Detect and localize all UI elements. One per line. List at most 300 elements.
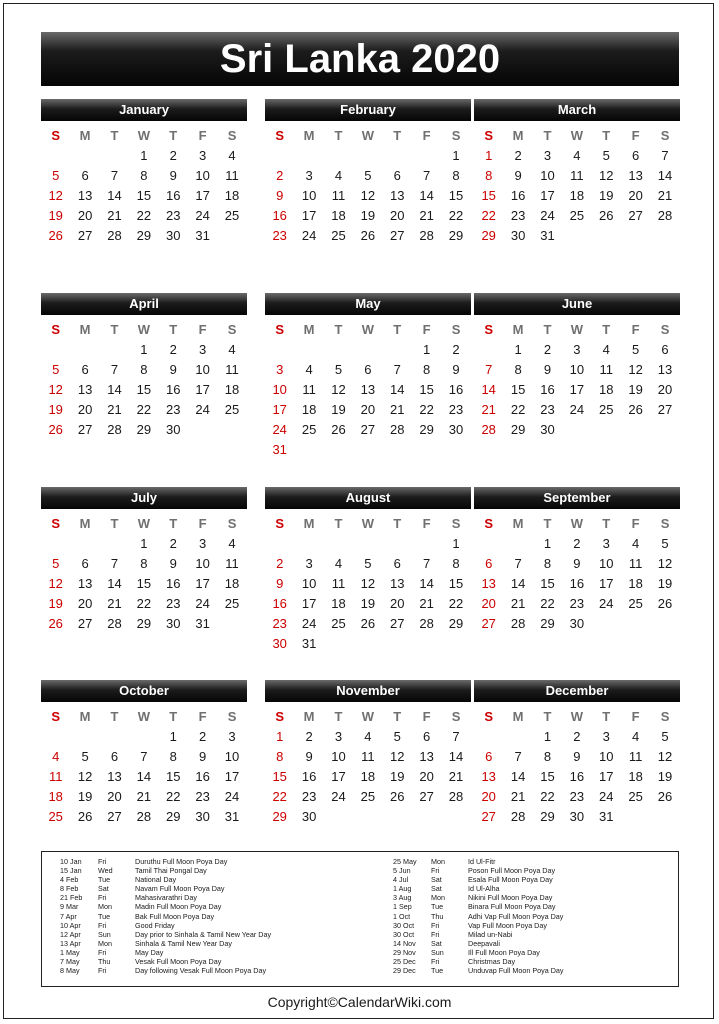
day-cell: 19 (360, 596, 376, 611)
weekday-label: S (275, 128, 285, 143)
empty-day-cell (324, 534, 353, 554)
holiday-column-right (393, 857, 668, 975)
day-cell: 13 (481, 769, 496, 784)
month-august (265, 487, 471, 667)
holiday-row (60, 893, 335, 902)
day-cell: 13 (657, 362, 673, 377)
empty-day-cell (294, 146, 323, 166)
day-cell: 3 (228, 729, 236, 744)
day-cell: 6 (485, 556, 493, 571)
empty-day-cell (324, 440, 353, 460)
empty-day-cell (265, 340, 294, 360)
day-cell: 22 (136, 402, 152, 417)
day-cell: 9 (452, 362, 460, 377)
day-cell: 27 (77, 422, 93, 437)
empty-day-cell (100, 146, 129, 166)
holiday-date: 1 May (60, 947, 80, 957)
holiday-name: Ill Full Moon Poya Day (468, 947, 540, 957)
weekday-label: T (602, 128, 611, 143)
holiday-row (393, 912, 668, 921)
day-cell: 14 (107, 576, 122, 591)
day-cell: 11 (361, 749, 375, 764)
weekday-label: F (198, 709, 207, 724)
day-cell: 29 (448, 616, 464, 631)
weekday-header-row (474, 707, 680, 727)
empty-day-cell (592, 614, 621, 634)
day-cell: 27 (107, 809, 122, 824)
empty-day-cell (294, 534, 323, 554)
day-cell: 15 (272, 769, 287, 784)
day-cell: 3 (602, 729, 610, 744)
holiday-name: Binara Full Moon Poya Day (468, 902, 556, 912)
day-cell: 18 (569, 188, 585, 203)
day-cell: 2 (169, 536, 177, 551)
holiday-weekday: Sat (431, 884, 442, 894)
holiday-name: Poson Full Moon Poya Day (468, 866, 556, 876)
holiday-date: 14 Nov (393, 938, 416, 948)
weekday-label: F (198, 128, 207, 143)
week-row (41, 226, 247, 246)
day-cell: 24 (272, 422, 287, 437)
day-cell: 11 (331, 188, 346, 203)
week-row (41, 807, 247, 827)
day-cell: 26 (657, 596, 673, 611)
month-july (41, 487, 247, 667)
day-cell: 14 (510, 576, 526, 591)
day-cell: 17 (195, 576, 210, 591)
day-cell: 7 (423, 556, 431, 571)
holiday-weekday: Fri (98, 893, 107, 903)
weekday-label: T (393, 709, 402, 724)
week-row (474, 360, 680, 380)
day-cell: 24 (301, 228, 317, 243)
week-row (41, 186, 247, 206)
weekday-label: S (51, 709, 61, 724)
holiday-weekday: Fri (431, 929, 440, 939)
day-cell: 16 (301, 769, 317, 784)
day-cell: 11 (225, 556, 239, 571)
day-cell: 15 (481, 188, 496, 203)
day-cell: 19 (331, 402, 346, 417)
day-cell: 11 (570, 168, 584, 183)
holiday-row (60, 857, 335, 866)
day-cell: 10 (301, 188, 317, 203)
empty-day-cell (294, 440, 323, 460)
day-cell: 15 (419, 382, 434, 397)
day-cell: 7 (110, 556, 119, 571)
day-cell: 24 (195, 596, 210, 611)
holiday-date: 4 Jul (393, 875, 409, 885)
weekday-label: F (631, 322, 640, 337)
day-cell: 17 (301, 208, 317, 223)
month-december (474, 680, 680, 860)
day-cell: 6 (393, 168, 401, 183)
holiday-weekday: Thu (98, 957, 111, 967)
day-cell: 20 (481, 789, 496, 804)
day-cell: 28 (390, 422, 405, 437)
week-row (474, 767, 680, 787)
holiday-row (393, 948, 668, 957)
day-cell: 23 (569, 789, 585, 804)
holiday-date: 12 Apr (60, 929, 81, 939)
day-cell: 30 (272, 636, 287, 651)
day-cell: 20 (419, 769, 434, 784)
weekday-label: S (660, 709, 670, 724)
day-cell: 29 (166, 809, 181, 824)
holiday-date: 8 Feb (60, 884, 79, 894)
day-cell: 26 (628, 402, 643, 417)
day-cell: 1 (140, 148, 148, 163)
day-cell: 22 (136, 208, 152, 223)
holiday-weekday: Tue (98, 911, 111, 921)
day-cell: 22 (272, 789, 287, 804)
empty-day-cell (294, 340, 323, 360)
holiday-weekday: Thu (431, 911, 444, 921)
holiday-date: 29 Dec (393, 966, 416, 976)
weekday-header-row (41, 320, 247, 340)
day-cell: 8 (514, 362, 522, 377)
day-cell: 19 (390, 769, 405, 784)
holiday-row (60, 939, 335, 948)
holiday-name: Madin Full Moon Poya Day (135, 902, 222, 912)
holiday-row (60, 957, 335, 966)
day-cell: 3 (334, 729, 343, 744)
weekday-label: W (361, 322, 374, 337)
month-grid (474, 514, 680, 634)
day-cell: 23 (540, 402, 555, 417)
day-cell: 9 (169, 168, 177, 183)
holiday-date: 3 Aug (393, 893, 412, 903)
holiday-date: 25 May (393, 857, 417, 866)
day-cell: 13 (419, 749, 434, 764)
day-cell: 6 (110, 749, 119, 764)
holiday-weekday: Mon (431, 893, 445, 903)
day-cell: 23 (448, 402, 464, 417)
week-row (265, 634, 471, 654)
weekday-label: S (227, 128, 237, 143)
holiday-name: National Day (135, 875, 177, 885)
calendar-title: Sri Lanka 2020 (41, 32, 679, 86)
day-cell: 29 (510, 422, 526, 437)
day-cell: 5 (52, 556, 60, 571)
day-cell: 18 (628, 576, 643, 591)
day-cell: 2 (573, 536, 581, 551)
day-cell: 27 (481, 809, 496, 824)
week-row (265, 807, 471, 827)
holiday-date: 1 Oct (393, 911, 411, 921)
empty-day-cell (129, 727, 158, 747)
holiday-row (393, 921, 668, 930)
holiday-date: 10 Jan (60, 857, 82, 866)
day-cell: 14 (510, 769, 526, 784)
holiday-name: Esala Full Moon Poya Day (468, 875, 553, 885)
weekday-label: S (227, 709, 237, 724)
empty-day-cell (412, 440, 441, 460)
holiday-weekday: Fri (98, 947, 107, 957)
week-row (474, 554, 680, 574)
week-row (474, 340, 680, 360)
weekday-label: W (570, 709, 583, 724)
month-header: April (41, 293, 247, 315)
month-header: August (265, 487, 471, 509)
empty-day-cell (100, 727, 129, 747)
day-cell: 14 (419, 576, 434, 591)
holiday-weekday: Wed (98, 866, 113, 876)
day-cell: 10 (224, 749, 240, 764)
day-cell: 7 (661, 148, 669, 163)
day-cell: 9 (573, 749, 581, 764)
holiday-weekday: Sat (431, 875, 442, 885)
day-cell: 15 (540, 576, 555, 591)
holiday-name: Mahasivarathri Day (135, 893, 197, 903)
day-cell: 26 (48, 616, 63, 631)
holiday-date: 7 May (60, 957, 80, 967)
week-row (474, 226, 680, 246)
day-cell: 2 (543, 342, 552, 357)
week-row (474, 166, 680, 186)
day-cell: 10 (540, 168, 555, 183)
holiday-row (60, 912, 335, 921)
day-cell: 5 (364, 556, 372, 571)
week-row (41, 747, 247, 767)
day-cell: 11 (331, 576, 346, 591)
month-september (474, 487, 680, 667)
day-cell: 4 (334, 556, 343, 571)
holiday-weekday: Tue (98, 875, 111, 885)
weekday-label: T (543, 709, 552, 724)
day-cell: 7 (452, 729, 460, 744)
day-cell: 30 (301, 809, 317, 824)
weekday-label: T (169, 516, 178, 531)
day-cell: 1 (452, 536, 460, 551)
day-cell: 4 (228, 342, 236, 357)
week-row (265, 146, 471, 166)
empty-day-cell (217, 420, 246, 440)
day-cell: 10 (331, 749, 346, 764)
week-row (265, 420, 471, 440)
day-cell: 15 (166, 769, 181, 784)
week-row (265, 574, 471, 594)
day-cell: 25 (331, 616, 346, 631)
week-row (41, 400, 247, 420)
weekday-label: W (137, 516, 150, 531)
day-cell: 7 (514, 556, 522, 571)
day-cell: 6 (632, 148, 640, 163)
day-cell: 19 (657, 576, 673, 591)
holiday-date: 1 Sep (393, 902, 412, 912)
holiday-weekday: Mon (98, 938, 112, 948)
holiday-row (393, 902, 668, 911)
empty-day-cell (650, 614, 679, 634)
holiday-date: 25 Dec (393, 957, 416, 967)
day-cell: 20 (77, 208, 93, 223)
day-cell: 7 (110, 168, 119, 183)
day-cell: 27 (390, 616, 405, 631)
holiday-row (393, 939, 668, 948)
day-cell: 3 (305, 168, 313, 183)
day-cell: 6 (364, 362, 372, 377)
empty-day-cell (474, 340, 503, 360)
day-cell: 19 (48, 402, 63, 417)
day-cell: 26 (331, 422, 346, 437)
day-cell: 12 (48, 188, 63, 203)
empty-day-cell (650, 420, 679, 440)
weekday-label: T (334, 516, 343, 531)
day-cell: 6 (81, 168, 89, 183)
day-cell: 31 (301, 636, 317, 651)
day-cell: 24 (301, 616, 317, 631)
month-grid (474, 320, 680, 440)
day-cell: 31 (195, 228, 210, 243)
day-cell: 31 (195, 616, 210, 631)
day-cell: 30 (569, 809, 585, 824)
weekday-label: S (660, 516, 670, 531)
empty-day-cell (70, 534, 99, 554)
week-row (41, 206, 247, 226)
weekday-label: F (422, 322, 431, 337)
day-cell: 16 (569, 576, 585, 591)
day-cell: 31 (224, 809, 240, 824)
day-cell: 18 (224, 188, 240, 203)
weekday-label: M (512, 322, 524, 337)
day-cell: 21 (481, 402, 496, 417)
holiday-name: Bak Full Moon Poya Day (135, 911, 215, 921)
month-header: December (474, 680, 680, 702)
day-cell: 8 (423, 362, 431, 377)
day-cell: 16 (195, 769, 210, 784)
day-cell: 9 (305, 749, 313, 764)
day-cell: 11 (48, 769, 63, 784)
weekday-label: F (631, 128, 640, 143)
holiday-name: Adhi Vap Full Moon Poya Day (468, 911, 564, 921)
empty-day-cell (70, 727, 99, 747)
week-row (41, 614, 247, 634)
weekday-label: T (110, 709, 119, 724)
holiday-weekday: Fri (431, 920, 440, 930)
day-cell: 22 (448, 208, 464, 223)
day-cell: 21 (657, 188, 673, 203)
empty-day-cell (217, 614, 246, 634)
day-cell: 8 (140, 362, 148, 377)
weekday-label: M (303, 709, 315, 724)
day-cell: 12 (390, 749, 405, 764)
week-row (265, 360, 471, 380)
day-cell: 22 (510, 402, 526, 417)
empty-day-cell (41, 727, 70, 747)
empty-day-cell (592, 420, 621, 440)
empty-day-cell (383, 634, 412, 654)
weekday-label: M (79, 322, 91, 337)
weekday-label: S (227, 322, 237, 337)
holiday-name: Sinhala & Tamil New Year Day (135, 938, 232, 948)
empty-day-cell (621, 614, 650, 634)
holiday-row (60, 921, 335, 930)
weekday-label: T (169, 128, 178, 143)
week-row (265, 727, 471, 747)
day-cell: 1 (169, 729, 177, 744)
day-cell: 12 (360, 576, 376, 591)
day-cell: 5 (364, 168, 372, 183)
holiday-row (393, 966, 668, 975)
day-cell: 23 (166, 402, 181, 417)
day-cell: 6 (661, 342, 669, 357)
day-cell: 25 (301, 422, 317, 437)
weekday-label: T (393, 128, 402, 143)
month-header: June (474, 293, 680, 315)
week-row (474, 400, 680, 420)
day-cell: 13 (77, 576, 93, 591)
week-row (265, 166, 471, 186)
day-cell: 9 (514, 168, 522, 183)
empty-day-cell (41, 534, 70, 554)
day-cell: 11 (225, 168, 239, 183)
day-cell: 14 (136, 769, 152, 784)
day-cell: 2 (514, 148, 522, 163)
holiday-date: 30 Oct (393, 920, 415, 930)
holiday-row (60, 948, 335, 957)
day-cell: 13 (77, 382, 93, 397)
weekday-label: S (275, 709, 285, 724)
week-row (474, 807, 680, 827)
day-cell: 21 (107, 208, 122, 223)
day-cell: 7 (110, 362, 119, 377)
holiday-date: 13 Apr (60, 938, 81, 948)
weekday-label: T (169, 322, 178, 337)
day-cell: 26 (48, 422, 63, 437)
day-cell: 30 (540, 422, 555, 437)
weekday-label: M (512, 709, 524, 724)
week-row (474, 206, 680, 226)
day-cell: 21 (419, 596, 434, 611)
day-cell: 19 (628, 382, 643, 397)
day-cell: 7 (514, 749, 522, 764)
day-cell: 29 (481, 228, 496, 243)
holiday-name: Vesak Full Moon Poya Day (135, 957, 222, 967)
weekday-header-row (474, 514, 680, 534)
day-cell: 4 (602, 342, 610, 357)
day-cell: 25 (224, 596, 240, 611)
holiday-row (393, 884, 668, 893)
week-row (474, 186, 680, 206)
holiday-weekday: Tue (431, 966, 444, 976)
day-cell: 11 (225, 362, 239, 377)
empty-day-cell (217, 226, 246, 246)
week-row (474, 614, 680, 634)
day-cell: 8 (543, 556, 552, 571)
empty-day-cell (621, 420, 650, 440)
day-cell: 25 (331, 228, 346, 243)
month-march (474, 99, 680, 279)
holiday-weekday: Sun (431, 947, 444, 957)
day-cell: 3 (305, 556, 313, 571)
month-november (265, 680, 471, 860)
day-cell: 24 (540, 208, 555, 223)
day-cell: 29 (540, 616, 555, 631)
day-cell: 14 (419, 188, 434, 203)
day-cell: 17 (540, 188, 555, 203)
day-cell: 25 (360, 789, 376, 804)
week-row (41, 574, 247, 594)
day-cell: 26 (390, 789, 405, 804)
day-cell: 14 (448, 749, 464, 764)
day-cell: 22 (448, 596, 464, 611)
empty-day-cell (412, 634, 441, 654)
day-cell: 1 (543, 729, 552, 744)
day-cell: 18 (628, 769, 643, 784)
holiday-weekday: Sat (431, 938, 442, 948)
day-cell: 16 (272, 208, 287, 223)
day-cell: 18 (224, 576, 240, 591)
